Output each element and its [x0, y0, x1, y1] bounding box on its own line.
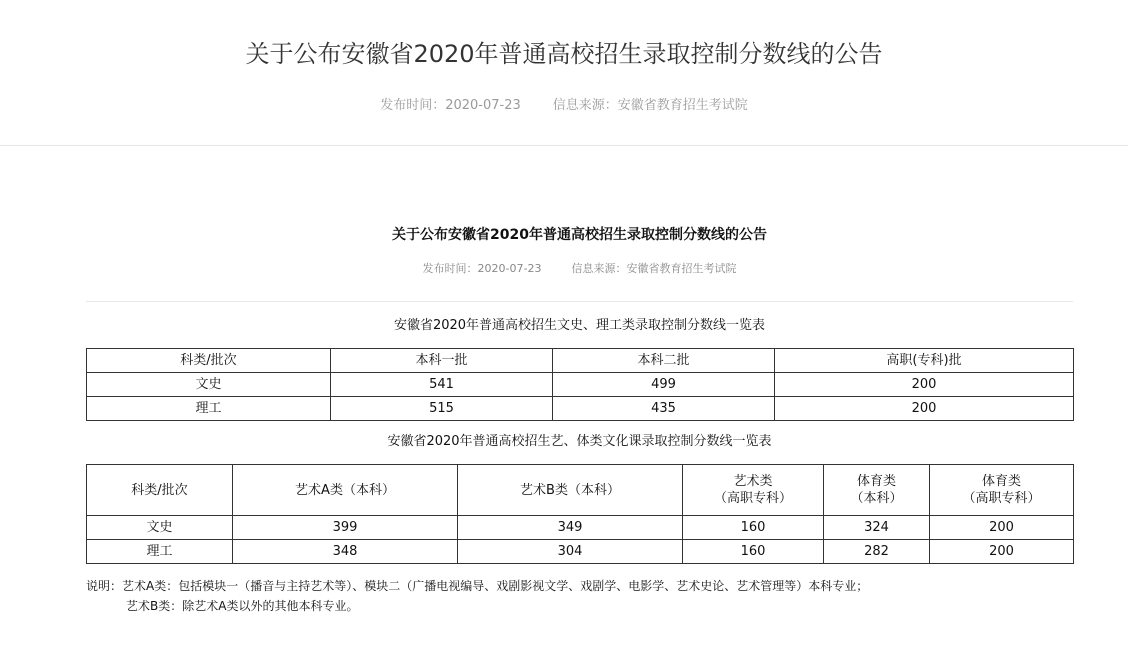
article-body: [86, 146, 1073, 647]
article-source: 信息来源：安徽省教育招生考试院: [571, 262, 737, 275]
table-row: [87, 397, 1074, 421]
table-header-cell: 艺术A类（本科）: [233, 465, 458, 516]
table-cell: 324: [824, 516, 930, 540]
table-header-cell: 艺术B类（本科）: [458, 465, 683, 516]
table-cell: 348: [233, 540, 458, 564]
table-cell: 理工: [87, 540, 233, 564]
page-title: 关于公布安徽省2020年普通高校招生录取控制分数线的公告: [245, 40, 883, 68]
table-cell: 435: [553, 397, 775, 421]
page-meta: [0, 96, 1128, 116]
table-cell: 349: [458, 516, 683, 540]
table-row: [87, 516, 1074, 540]
table1-header-row: [87, 349, 1074, 373]
table-header-cell: 体育类 （高职专科）: [930, 465, 1074, 516]
notes: [86, 576, 1073, 616]
note-line-2: 艺术B类：除艺术A类以外的其他本科专业。: [126, 599, 359, 613]
article-publish-time: 发布时间：2020-07-23: [422, 262, 542, 275]
table-header-cell: 艺术类 （高职专科）: [683, 465, 824, 516]
table1: [86, 348, 1074, 421]
table-cell: 160: [683, 540, 824, 564]
publish-time: 发布时间：2020-07-23: [380, 98, 521, 113]
table-cell: 200: [775, 373, 1074, 397]
table2-header-row: [87, 465, 1074, 516]
table-cell: 160: [683, 516, 824, 540]
table-cell: 399: [233, 516, 458, 540]
table-row: [87, 373, 1074, 397]
table-cell: 文史: [87, 516, 233, 540]
table-header-cell: 本科一批: [331, 349, 553, 373]
table-cell: 515: [331, 397, 553, 421]
table-header-cell: 高职(专科)批: [775, 349, 1074, 373]
table-cell: 理工: [87, 397, 331, 421]
table2-caption: 安徽省2020年普通高校招生艺、体类文化课录取控制分数线一览表: [387, 434, 772, 449]
table-row: [87, 540, 1074, 564]
table-cell: 200: [775, 397, 1074, 421]
table-cell: 499: [553, 373, 775, 397]
table-header-cell: 科类/批次: [87, 465, 233, 516]
info-source: 信息来源：安徽省教育招生考试院: [552, 98, 748, 113]
note-line-1: 说明：艺术A类：包括模块一（播音与主持艺术等）、模块二（广播电视编导、戏剧影视文学、戏剧学、电影学、艺术史论、艺术管理等）本科专业；: [86, 579, 869, 593]
divider: [86, 301, 1073, 302]
table-cell: 304: [458, 540, 683, 564]
table-header-cell: 本科二批: [553, 349, 775, 373]
table-cell: 200: [930, 516, 1074, 540]
table-cell: 文史: [87, 373, 331, 397]
article-meta: [86, 261, 1073, 277]
table-cell: 541: [331, 373, 553, 397]
article-title: 关于公布安徽省2020年普通高校招生录取控制分数线的公告: [392, 227, 767, 243]
table2: [86, 464, 1074, 564]
table-header-cell: 科类/批次: [87, 349, 331, 373]
page-header: [0, 0, 1128, 146]
table-cell: 200: [930, 540, 1074, 564]
table-header-cell: 体育类 （本科）: [824, 465, 930, 516]
table-cell: 282: [824, 540, 930, 564]
table1-caption: 安徽省2020年普通高校招生文史、理工类录取控制分数线一览表: [393, 318, 766, 333]
